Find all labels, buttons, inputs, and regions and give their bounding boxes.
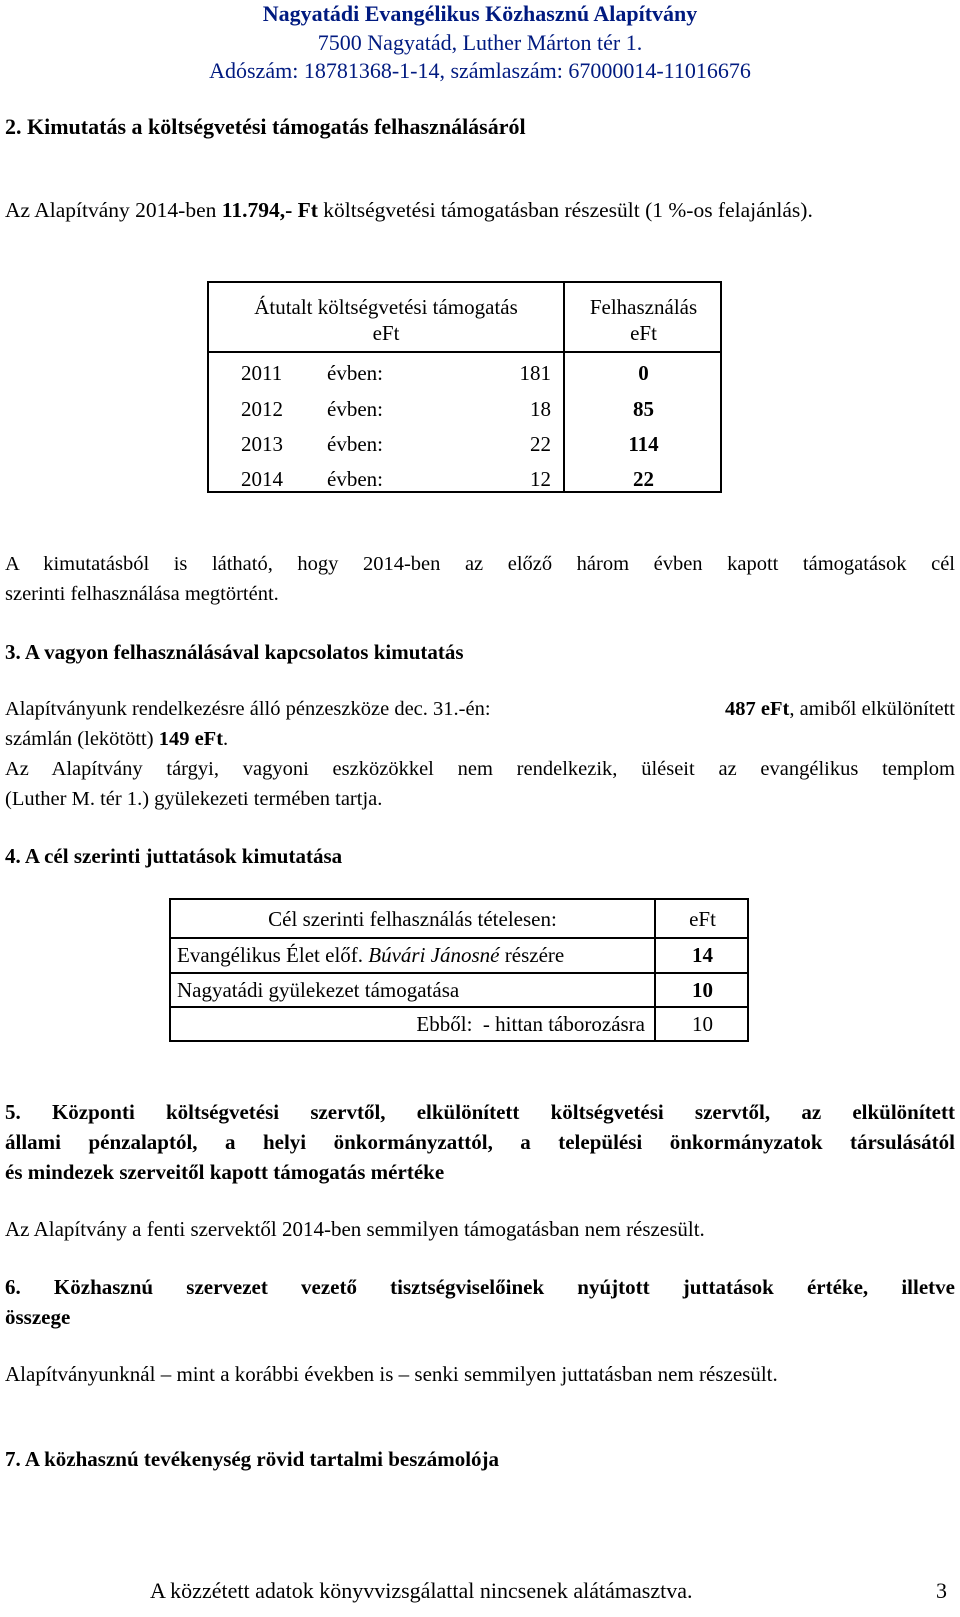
- table-cell-used: 85: [633, 397, 654, 421]
- benefits-header-unit: eFt: [689, 907, 716, 931]
- org-address: 7500 Nagyatád, Luther Márton tér 1.: [317, 30, 643, 55]
- budget-support-table: [207, 281, 722, 493]
- section3-p1-line2: [5, 728, 228, 751]
- section7-title: 7. A közhasznú tevékenység rövid tartalmi beszámolója: [5, 1447, 500, 1471]
- benefits-row3-value: 10: [692, 1012, 713, 1036]
- table-cell-used: 22: [633, 467, 654, 491]
- section5-title-line3: és mindezek szerveitől kapott támogatás mértéke: [5, 1160, 445, 1184]
- col-header-used: Felhasználás: [589, 295, 698, 319]
- intro-text-pre: Az Alapítvány 2014-ben: [5, 198, 222, 222]
- assets-text-rest: [725, 698, 955, 721]
- locked-text-post: .: [223, 728, 229, 750]
- benefits-row3-label: Ebből: - hittan táborozásra: [416, 1012, 645, 1036]
- locked-text-pre: számlán (lekötött): [5, 728, 159, 750]
- table-cell-year: 2012: [241, 397, 283, 421]
- table-cell-received: 181: [519, 361, 551, 385]
- table-cell-label: évben:: [327, 432, 383, 456]
- table-cell-used: 114: [628, 432, 659, 456]
- section3-p2-line1: Az Alapítvány tárgyi, vagyoni eszközökkel nem rendelkezik, üléseit az evangélikus templom: [5, 758, 955, 780]
- section5-body: Az Alapítvány a fenti szervektől 2014-ben semmilyen támogatásban nem részesült.: [5, 1217, 705, 1241]
- org-tax-line: Adószám: 18781368-1-14, számlaszám: 67000014-11016676: [209, 58, 751, 83]
- assets-text-pre: Alapítványunk rendelkezésre álló pénzeszköze dec. 31.-én:: [5, 698, 491, 720]
- assets-amount: 487 eFt: [724, 698, 790, 720]
- section2-conclusion-line2: szerinti felhasználása megtörtént.: [5, 583, 279, 605]
- table-cell-label: évben:: [327, 361, 383, 385]
- col-header-received: Átutalt költségvetési támogatás: [254, 295, 518, 319]
- intro-amount: 11.794,- Ft: [221, 198, 318, 222]
- benefits-header-label: Cél szerinti felhasználás tételesen:: [268, 907, 557, 931]
- section2-intro: [5, 198, 813, 223]
- section5-title-line2: állami pénzalaptól, a helyi önkormányzattól, a települési önkormányzatok társulásától: [5, 1130, 955, 1154]
- table-cell-label: évben:: [327, 467, 383, 491]
- table-cell-year: 2014: [241, 467, 283, 491]
- row1-recipient: Búvári Jánosné: [368, 943, 500, 967]
- benefits-table: [169, 898, 749, 1042]
- col-header-received-unit: eFt: [372, 321, 400, 345]
- intro-text-post: költségvetési támogatásban részesült (1 %-os felajánlás).: [317, 198, 813, 222]
- table-cell-used: 0: [638, 361, 649, 385]
- assets-text-post: , amiből elkülönített: [789, 698, 955, 720]
- table-cell-received: 18: [530, 397, 551, 421]
- section2-conclusion-line1: A kimutatásból is látható, hogy 2014-ben az előző három évben kapott támogatások cél: [5, 553, 955, 575]
- benefits-row1-label: [177, 943, 564, 968]
- section3-title: 3. A vagyon felhasználásával kapcsolatos kimutatás: [5, 640, 464, 664]
- row1-text-post: részére: [499, 943, 565, 967]
- section6-title-line1: 6. Közhasznú szervezet vezető tisztségviselőinek nyújtott juttatások értéke, illetve: [5, 1275, 955, 1299]
- org-name: Nagyatádi Evangélikus Közhasznú Alapítvány: [262, 1, 698, 26]
- row1-text-pre: Evangélikus Élet előf.: [177, 943, 369, 967]
- section2-title: 2. Kimutatás a költségvetési támogatás felhasználásáról: [5, 114, 526, 139]
- section3-p1-line1: [5, 698, 955, 721]
- table-cell-label: évben:: [327, 397, 383, 421]
- footer-note: A közzétett adatok könyvvizsgálattal nincsenek alátámasztva.: [150, 1578, 693, 1603]
- table-cell-year: 2013: [241, 432, 283, 456]
- benefits-row1-value: 14: [692, 943, 713, 967]
- table-divider: [171, 972, 747, 974]
- benefits-row2-value: 10: [692, 978, 713, 1002]
- table-cell-received: 22: [530, 432, 551, 456]
- table-divider: [209, 351, 720, 353]
- section6-body: Alapítványunknál – mint a korábbi években is – senki semmilyen juttatásban nem részesült.: [5, 1362, 778, 1386]
- table-divider: [171, 1006, 747, 1008]
- benefits-row2-label: Nagyatádi gyülekezet támogatása: [177, 978, 460, 1002]
- page-number: 3: [936, 1578, 947, 1603]
- col-header-used-unit: eFt: [630, 321, 657, 345]
- section3-p2-line2: (Luther M. tér 1.) gyülekezeti termében tartja.: [5, 788, 383, 810]
- table-cell-received: 12: [530, 467, 551, 491]
- section6-title-line2: összege: [5, 1305, 71, 1329]
- table-divider: [171, 937, 747, 939]
- table-cell-year: 2011: [241, 361, 283, 385]
- locked-amount: 149 eFt: [158, 728, 224, 750]
- section4-title: 4. A cél szerinti juttatások kimutatása: [5, 844, 343, 868]
- section5-title-line1: 5. Központi költségvetési szervtől, elkülönített költségvetési szervtől, az elkülönített: [5, 1100, 955, 1124]
